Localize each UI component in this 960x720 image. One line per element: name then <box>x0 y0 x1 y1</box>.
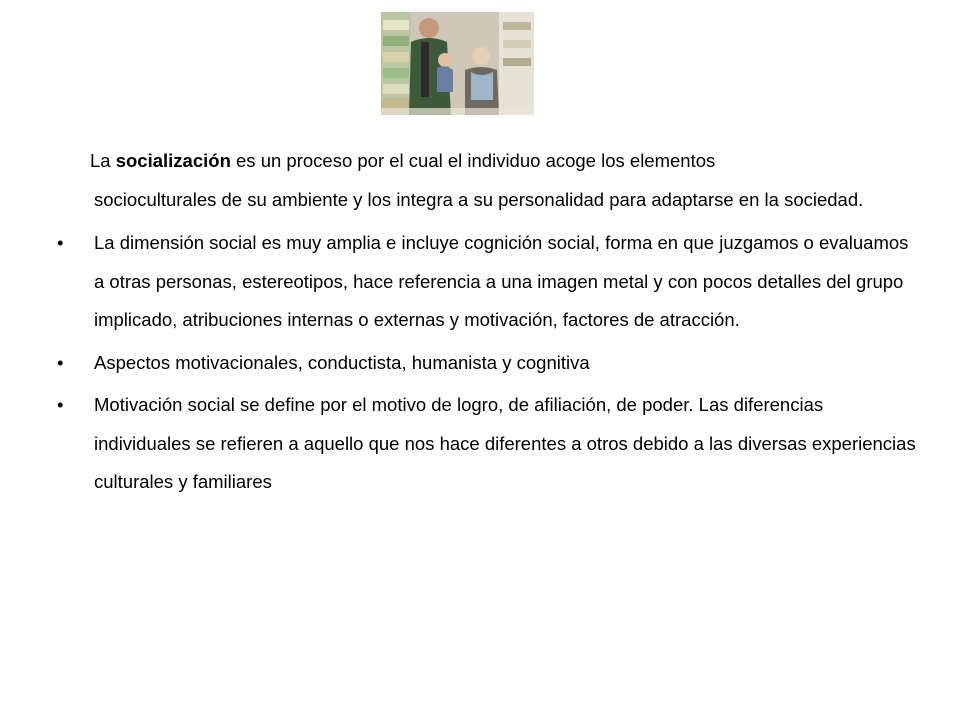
slide-body <box>57 142 917 506</box>
bullet-text: La dimensión social es muy amplia e incluye cognición social, forma en que juzgamos o evaluamos a otras personas, estereotipos, hace referencia a una imagen metal y con pocos detalles del grupo implicado, atribuciones internas o externas y motivación, factores de atracción. <box>94 232 909 330</box>
bullet-item <box>57 344 917 383</box>
bullet-text: Aspectos motivacionales, conductista, humanista y cognitiva <box>94 351 590 373</box>
photo-illustration <box>381 12 534 115</box>
bullet-item <box>57 386 917 502</box>
intro-paragraph <box>57 142 917 219</box>
bullet-marker: • <box>57 351 64 373</box>
intro-prefix: La <box>90 150 116 171</box>
bullet-text: Motivación social se define por el motivo de logro, de afiliación, de poder. Las diferencias individuales se refieren a aquello que nos hace diferentes a otros debido a las diversas experiencias culturales y familiares <box>94 394 916 492</box>
intro-continuation: socioculturales de su ambiente y los integra a su personalidad para adaptarse en la sociedad. <box>94 188 864 210</box>
intro-bold-term: socialización <box>115 150 231 171</box>
bullet-list <box>57 224 917 502</box>
intro-line-rest: es un proceso por el cual el individuo acoge los elementos <box>230 150 716 171</box>
intro-line <box>57 150 715 171</box>
bullet-marker: • <box>57 232 64 253</box>
bullet-item <box>57 224 917 340</box>
bullet-marker: • <box>57 394 64 415</box>
supermarket-baby-photo <box>381 12 534 115</box>
